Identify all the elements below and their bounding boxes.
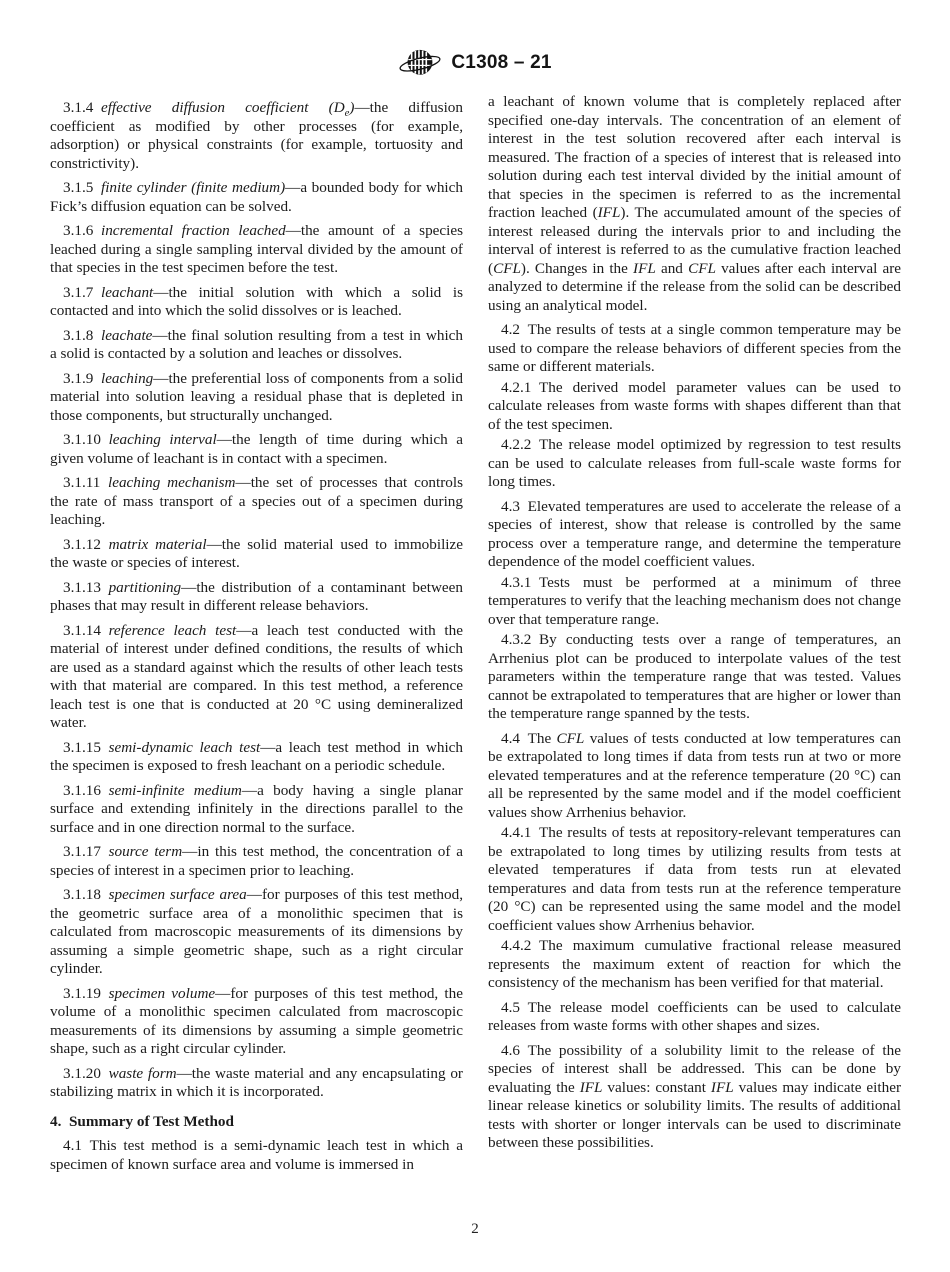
- paragraph: 3.1.18 specimen surface area—for purposes of this test method, the geometric surface area of a monolithic specimen that is calculated from macroscopic measurements of its dimensions by assuming a simple geometric shape, such as a right circular cylinder.: [50, 886, 463, 977]
- paragraph: 4.4.2 The maximum cumulative fractional release measured represents the maximum extent of reaction for which the consistency of the mechanism has been verified for that material.: [488, 937, 901, 991]
- paragraph: 3.1.19 specimen volume—for purposes of this test method, the volume of a monolithic specimen calculated from macroscopic measurements of its dimensions by assuming a simple geometric shape, such as a right circular cylinder.: [50, 984, 463, 1057]
- paragraph: 3.1.4 effective diffusion coefficient $(D_e)—the$ diffusion coefficient as modified by other processes (for example, adsorption) or physical constraints (for example, tortuosity and constrictivity).: [50, 99, 463, 172]
- paragraph: 3.1.15 semi-dynamic leach test—a leach test method in which the specimen is exposed to fresh leachant on a periodic schedule.: [50, 738, 464, 774]
- paragraph: 4.5 The release model coefficients can be used to calculate releases from waste forms with other shapes and sizes.: [488, 998, 901, 1034]
- column-right: [488, 93, 901, 1174]
- paragraph: 3.1.8 leachate—the final solution resulting from a test in which a solid is contacted by a solution and leaches or dissolves.: [50, 326, 463, 362]
- two-column-body: [50, 93, 901, 1174]
- paragraph: 3.1.13 partitioning—the distribution of a contaminant between phases that may result in different release behaviors.: [50, 578, 463, 614]
- paragraph: 4.1 This test method is a semi-dynamic leach test in which a specimen of known surface area and volume is immersed in: [50, 1137, 463, 1173]
- paragraph: 3.1.16 semi-infinite medium—a body having a single planar surface and extending infinitely in the directions parallel to the surface and in one direction normal to the surface.: [50, 781, 463, 836]
- paragraph: 4.2.2 The release model optimized by regression to test results can be used to calculate releases from full-scale waste forms for long times.: [488, 436, 901, 490]
- page-number: 2: [471, 1221, 479, 1237]
- paragraph: 4.2 The results of tests at a single common temperature may be used to compare the release behaviors of different species from the same or different materials.: [488, 321, 901, 375]
- paragraph: 3.1.20 waste form—the waste material and any encapsulating or stabilizing matrix in which it is incorporated.: [50, 1064, 463, 1100]
- paragraph: 3.1.12 matrix material—the solid material used to immobilize the waste or species of interest.: [50, 535, 463, 571]
- paragraph: 4.3.1 Tests must be performed at a minimum of three temperatures to verify that the leaching mechanism does not change over that temperature range.: [488, 573, 901, 628]
- paragraph: 4.3.2 By conducting tests over a range of temperatures, an Arrhenius plot can be produced to interpolate values of the test parameters within the temperature range that was tested. Values cannot be extrapolated to temperatures that are higher or lower than the temperature range spanned by the tests.: [488, 631, 901, 722]
- paragraph: a leachant of known volume that is completely replaced after specified one-day intervals. The concentration of an element of interest in the test solution recovered after each interval is measured. The fraction of a species of interest that is released into solution during each test interval divided by the initial amount of that species in the specimen is referred to as the incremental fraction leached (IFL). The accumulated amount of the species of interest released during the intervals prior to and including the interval of interest is referred to as the cumulative fraction leached (CFL). Changes in the IFL and CFL values after each interval are analyzed to determine if the release from the solid can be described using an analytical model.: [488, 93, 902, 314]
- astm-logo-icon: [398, 44, 442, 82]
- paragraph: 3.1.7 leachant—the initial solution with which a solid is contacted and into which the solid dissolves or is leached.: [50, 283, 463, 319]
- section-heading: 4. Summary of Test Method: [50, 1112, 234, 1130]
- paragraph: 4.4 The CFL values of tests conducted at low temperatures can be extrapolated to long times if data from tests run at two or more elevated temperatures and at the reference temperature (20 °C) can all be represented by the same model and if the model coefficient values show Arrhenius behavior.: [488, 729, 901, 821]
- standard-number: C1308 – 21: [451, 52, 552, 73]
- paragraph: 4.4.1 The results of tests at repository-relevant temperatures can be extrapolated to long times by utilizing results from tests at elevated temperatures if data from tests run at elevated temperatures and data from tests run at the reference temperature (20 °C) can be represented using the same model and the model coefficient values show Arrhenius behavior.: [488, 824, 901, 934]
- paragraph: 4.2.1 The derived model parameter values can be used to calculate releases from waste forms with shapes different than that of the test specimen.: [488, 378, 901, 433]
- paragraph: 4.6 The possibility of a solubility limit to the release of the species of interest shall be addressed. This can be done by evaluating the IFL values: constant IFL values may indicate either linear release kinetics or solubility limits. The results of additional tests with shorter or longer intervals can be used to discriminate between these possibilities.: [488, 1041, 902, 1151]
- paragraph: 3.1.17 source term—in this test method, the concentration of a species of interest in a specimen prior to leaching.: [50, 843, 464, 879]
- paragraph: 3.1.6 incremental fraction leached—the amount of a species leached during a single sampling interval divided by the amount of that species in the test specimen before the test.: [50, 222, 464, 276]
- paragraph: 3.1.11 leaching mechanism—the set of processes that controls the rate of mass transport of a species out of a specimen during leaching.: [50, 474, 464, 528]
- paragraph: 4.3 Elevated temperatures are used to accelerate the release of a species of interest, show that release is controlled by the same process over a temperature range, and determine the temperature dependence of the model coefficient values.: [488, 497, 901, 570]
- paragraph: 3.1.14 reference leach test—a leach test conducted with the material of interest under defined conditions, the results of which are used as a standard against which the results of other leach tests with that material are compared. In this test method, a reference leach test is one that is conducted at 20 °C using demineralized water.: [50, 621, 463, 731]
- column-left: [50, 93, 463, 1174]
- paragraph: 3.1.10 leaching interval—the length of time during which a given volume of leachant is in contact with a specimen.: [50, 431, 463, 467]
- paragraph: 3.1.5 finite cylinder (finite medium)—a bounded body for which Fick’s diffusion equation can be solved.: [50, 179, 463, 215]
- page-footer: [0, 1221, 950, 1238]
- page-header: [0, 44, 950, 82]
- paragraph: 3.1.9 leaching—the preferential loss of components from a solid material into solution leaving a residual phase that is depleted in those components, but structurally unchanged.: [50, 369, 463, 424]
